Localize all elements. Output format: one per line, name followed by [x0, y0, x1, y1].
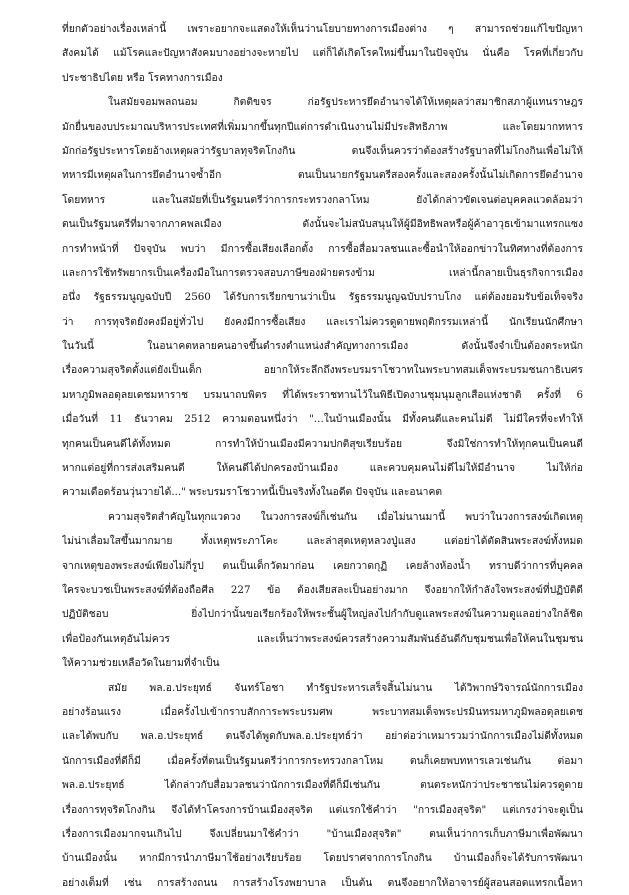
text-line: อนึ่ง รัฐธรรมนูญฉบับปี 2560 ได้รับการเรียกขานว่าเป็น รัฐธรรมนูญฉบับปราบโกง แต่ต้องยอมรับข้อเท็จจริง: [62, 291, 583, 304]
text-line: มักยื่นของบประมาณบริหารประเทศที่เพิ่มมากขึ้นทุกปีแต่การดำเนินงานไม่มีประสิทธิภาพ และโดยมากทหาร: [62, 120, 583, 133]
text-line: ในวันนี้ ในอนาคตหลายคนอาจขึ้นดำรงตำแหน่งสำคัญทางการเมือง ดังนั้นจึงจำเป็นต้องตระหนัก: [62, 340, 583, 353]
text-line: หากแต่อยู่ที่การส่งเสริมคนดี ให้คนดีได้ปกครองบ้านเมือง และควบคุมคนไม่ดีไม่ให้มีอำนาจ ไม่ให้ก่อ: [62, 462, 583, 475]
paragraph-1: [62, 17, 583, 90]
paragraph-4: [62, 676, 583, 895]
text-line: อย่างเต็มที่ เช่น การสร้างถนน การสร้างโรงพยาบาล เป็นต้น ตนจึงอยากให้อาจารย์ผู้สอนสอดแทรกเนื้อหา: [62, 876, 583, 889]
text-line: จากเหตุของพระสงฆ์เพียงไม่กี่รูป ตนเป็นเด็กวัดมาก่อน เคยกวาดกุฏิ เคยล้างห้องน้ำ ทราบดีว่าการที่บุคคล: [62, 559, 583, 572]
text-line: ทุกคนเป็นคนดีได้ทั้งหมด การทำให้บ้านเมืองมีความปกติสุขเรียบร้อย จึงมิใช่การทำให้ทุกคนเป็นคนดี: [62, 437, 583, 450]
text-line: การทำหน้าที่ ปัจจุบัน พบว่า มีการซื้อเสียงเลือกตั้ง การซื้อสื่อมวลชนและซื้อนำให้ออกข่าวในทิศทางที่ต้องการ: [62, 242, 583, 255]
text-line: เรื่องความสุจริตตั้งแต่ยังเป็นเด็ก อยากให้ระลึกถึงพระบรมราโชวาทในพระบาทสมเด็จพระบรมชนกาธิเบศร: [62, 364, 583, 377]
text-line: ตนเป็นรัฐมนตรีที่มาจากภาคพลเมือง ดังนั้นจะไม่สนับสนุนให้ผู้มีอิทธิพลหรือผู้ค้าอาวุธเข้ามาแทรกแซง: [62, 218, 583, 231]
text-line: เพื่อป้องกันเหตุอันไม่ควร และเห็นว่าพระสงฆ์ควรสร้างความสัมพันธ์อันดีกับชุมชนเพื่อให้คนในชุมชน: [62, 632, 583, 645]
text-line: และการใช้ทรัพยากรเป็นเครื่องมือในการตรวจสอบภาษีของฝ่ายตรงข้าม เหล่านี้กลายเป็นธุรกิจการเมือง: [62, 266, 583, 279]
text-line: ในสมัยจอมพลถนอม กิตติขจร ก่อรัฐประหารยึดอำนาจได้ให้เหตุผลว่าสมาชิกสภาผู้แทนราษฎร: [108, 96, 583, 109]
text-line: เมื่อวันที่ 11 ธันวาคม 2512 ความตอนหนึ่งว่า "...ในบ้านเมืองนั้น มีทั้งคนดีและคนไม่ดี ไม่มีใครที่จะทำให้: [62, 413, 583, 426]
text-line: ทหารมีเหตุผลในการยึดอำนาจซ้ำอีก ตนเป็นนายกรัฐมนตรีสองครั้งและสองครั้งนั้นไม่เกิดการยึดอำนาจ: [62, 169, 583, 182]
text-line: ใครจะบวชเป็นพระสงฆ์ที่ต้องถือศีล 227 ข้อ ต้องเสียสละเป็นอย่างมาก จึงอยากให้กำลังใจพระสงฆ์ที่ปฏิบัติดี: [62, 583, 583, 596]
text-line: เรื่องการเมืองมากจนเกินไป จึงเปลี่ยนมาใช้คำว่า "บ้านเมืองสุจริต" ตนเห็นว่าการเก็บภาษีมาเพื่อพัฒนา: [62, 827, 583, 840]
text-line: บ้านเมืองนั้น หากมีการนำภาษีมาใช้อย่างเรียบร้อย โดยปราศจากการโกงกิน บ้านเมืองก็จะได้รับการพัฒนา: [62, 852, 583, 865]
text-line: ที่ยกตัวอย่างเรื่องเหล่านี้ เพราะอยากจะแสดงให้เห็นว่านโยบายทางการเมืองต่าง ๆ สามารถช่วยแก้ไขปัญหา: [62, 23, 583, 35]
text-line: ความสุจริตสำคัญในทุกแวดวง ในวงการสงฆ์ก็เช่นกัน เมื่อไม่นานมานี้ พบว่าในวงการสงฆ์เกิดเหตุ: [108, 510, 583, 523]
text-line: ความเดือดร้อนวุ่นวายได้..." พระบรมราโชวาทนี้เป็นจริงทั้งในอดีต ปัจจุบัน และอนาคต: [62, 486, 443, 499]
text-line: มักก่อรัฐประหารโดยอ้างเหตุผลว่ารัฐบาลทุจริตโกงกิน ตนจึงเห็นควรว่าต้องสร้างรัฐบาลที่ไม่โกงกินเพื่อไม่ให้: [62, 144, 583, 157]
text-line: ให้ความช่วยเหลือวัดในยามที่จำเป็น: [62, 657, 220, 670]
text-line: นักการเมืองที่ดีก็มี เมื่อครั้งที่ตนเป็นรัฐมนตรีว่าการกระทรวงกลาโหม ตนก็เคยพบทหารเลวเช่นกัน ต่อมา: [62, 754, 583, 767]
text-line: สมัย พล.อ.ประยุทธ์ จันทร์โอชา ทำรัฐประหารเสร็จสิ้นไม่นาน ได้วิพากษ์วิจารณ์นักการเมือง: [108, 681, 583, 694]
text-line: และได้พบกับ พล.อ.ประยุทธ์ ตนจึงได้พูดกับพล.อ.ประยุทธ์ว่า อย่าต่อว่าเหมารวมว่านักการเมืองไม่ดีทั้งหมด: [62, 730, 583, 743]
text-line: ไม่น่าเลื่อมใสขึ้นมากมาย ทั้งเหตุพระภาโคะ และล่าสุดเหตุหลวงปู่แสง แต่อย่าได้ตัดสินพระสงฆ์ทั้งหมด: [62, 535, 583, 548]
text-line: อย่างร้อนแรง เมื่อครั้งไปเข้ากราบสักการะพระบรมศพ พระบาทสมเด็จพระปรมินทรมหาภูมิพลอดุลยเดช: [62, 705, 583, 718]
text-line: พล.อ.ประยุทธ์ ได้กล่าวกับสื่อมวลชนว่านักการเมืองที่ดีก็มีเช่นกัน ตนตระหนักว่าประชาชนไม่ควรดูดาย: [62, 779, 583, 792]
text-line: มหาภูมิพลอดุลยเดชมหาราช บรมนาถบพิตร ที่ได้พระราชทานไว้ในพิธีเปิดงานชุมนุมลูกเสือแห่งชาติ ครั้งที่ 6: [62, 388, 583, 401]
text-line: ประชาธิปไตย หรือ โรคทางการเมือง: [62, 71, 223, 84]
text-line: โดยทหาร และในสมัยที่เป็นรัฐมนตรีว่าการกระทรวงกลาโหม ยังได้กล่าวขัดเจนต่อบุคคลแวดล้อมว่า: [62, 193, 583, 206]
text-line: สังคมได้ แม้โรคและปัญหาสังคมบางอย่างจะหายไป แต่ก็ได้เกิดโรคใหม่ขึ้นมาในปัจจุบัน นั่นคือ โรคที่เกี่ยวกับ: [62, 47, 583, 60]
text-line: เรื่องการทุจริตโกงกิน จึงได้ทำโครงการบ้านเมืองสุจริต แต่แรกใช้คำว่า "การเมืองสุจริต" แต่เกรงว่าจะดูเป็น: [62, 803, 583, 816]
text-line: ปฏิบัติชอบ ยิ่งไปกว่านั้นขอเรียกร้องให้พระชั้นผู้ใหญ่ลงไปกำกับดูแลพระสงฆ์ในความดูแลอย่างใกล้ชิด: [62, 608, 583, 621]
text-line: ว่า การทุจริตยังคงมีอยู่ทั่วไป ยังคงมีการซื้อเสียง และเราไม่ควรดูดายพฤติกรรมเหล่านี้ นักเรียนนักศึกษา: [62, 315, 583, 328]
paragraph-2: [62, 90, 583, 505]
paragraph-3: [62, 505, 583, 676]
